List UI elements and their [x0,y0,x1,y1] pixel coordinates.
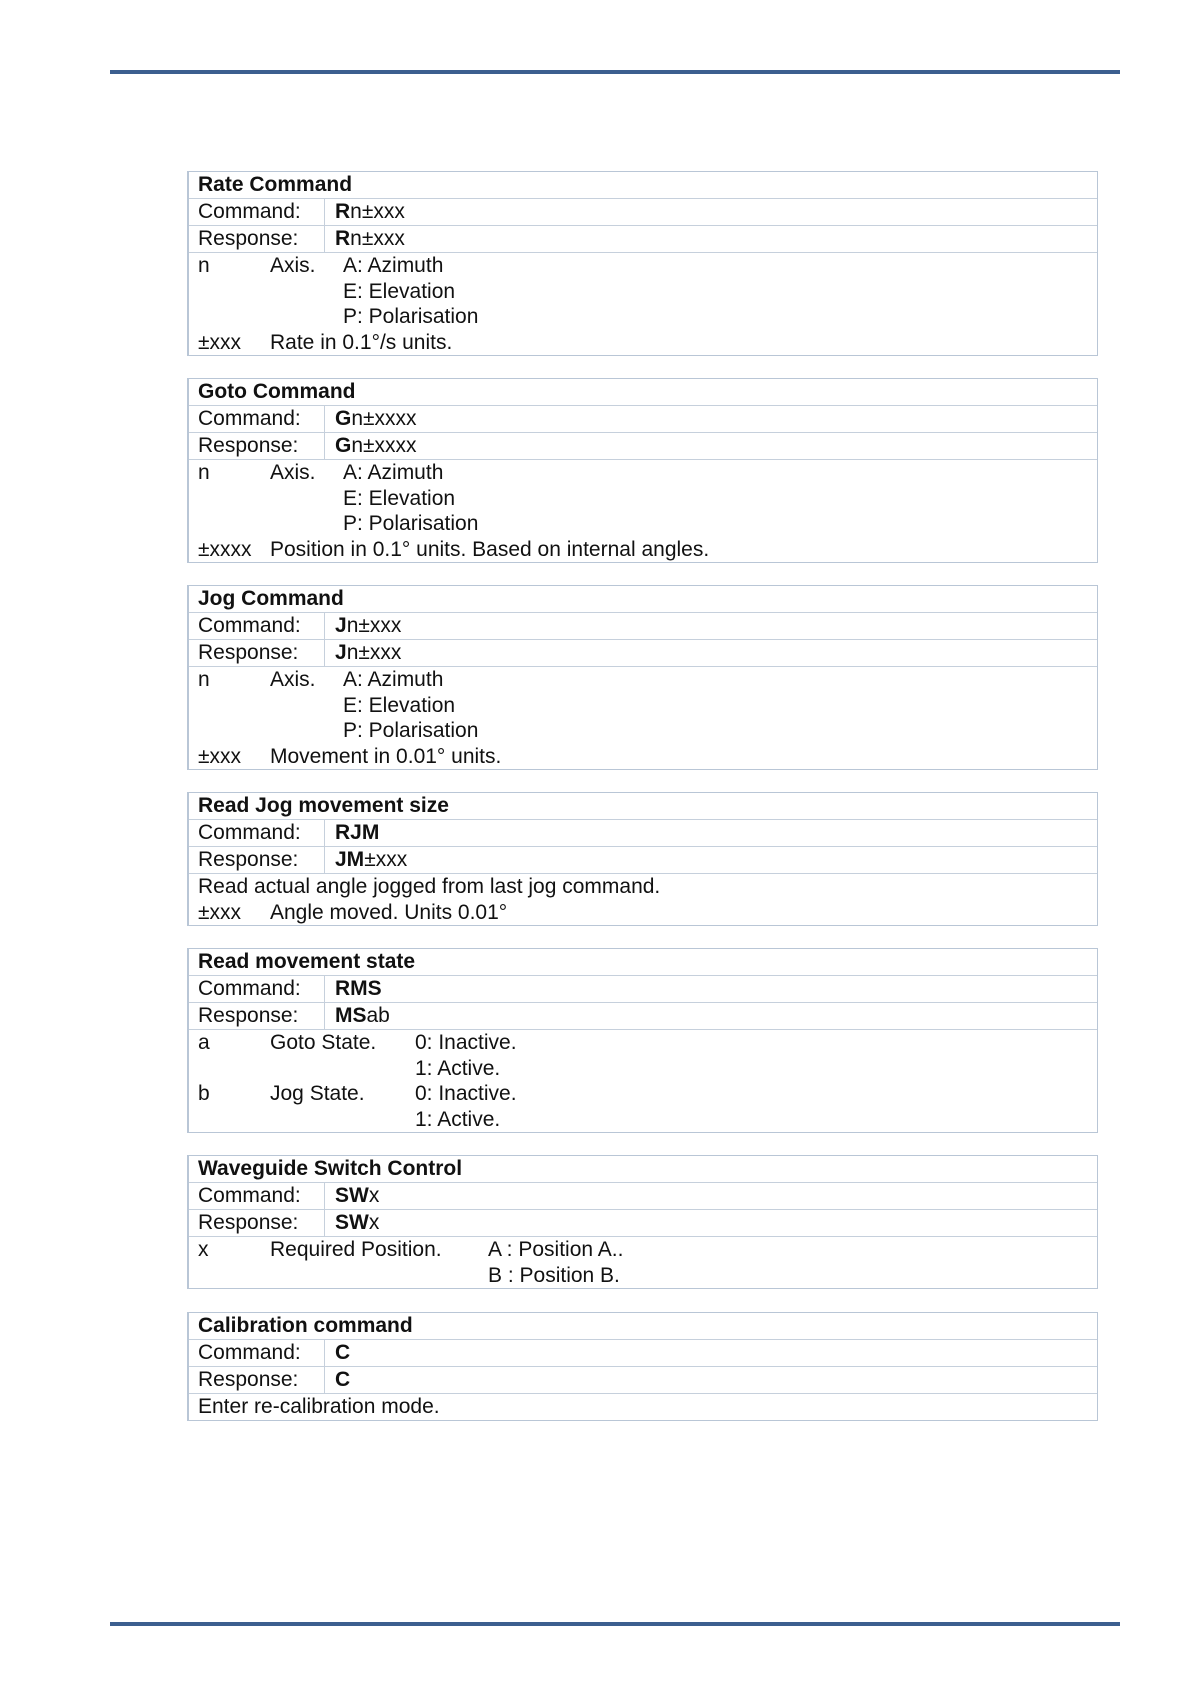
calibration-table [187,1312,1098,1421]
command-value: C [335,1341,351,1364]
response-value: Jn±xxx [335,641,402,664]
response-value: JM±xxx [335,848,408,871]
command-label: Command: [189,406,325,432]
table-title: Rate Command [189,172,1097,199]
response-row [189,1210,1097,1237]
param-name: b [198,1082,210,1105]
command-label: Command: [189,1183,325,1209]
param-desc: Axis. [270,461,316,484]
param-desc: Position in 0.1° units. Based on internal angles. [270,537,710,561]
param-desc: Axis. [270,668,316,691]
command-row [189,976,1097,1003]
command-row [189,613,1097,640]
param-name: ±xxx [198,744,242,768]
response-label: Response: [189,1003,325,1029]
command-label: Command: [189,1340,325,1366]
footer-rule [110,1622,1120,1626]
table-title: Calibration command [189,1313,1097,1340]
response-row [189,847,1097,874]
option: P: Polarisation [343,512,479,535]
command-value: Gn±xxxx [335,407,417,430]
response-row [189,640,1097,667]
param-desc: Goto State. [270,1031,377,1054]
description-text: Read actual angle jogged from last jog command. [198,875,661,898]
rate-command-table [187,171,1098,356]
param-name: n [198,668,210,691]
option: 0: Inactive. [415,1031,517,1054]
option: A : Position A.. [488,1238,624,1261]
command-value: RJM [335,821,380,844]
table-title: Jog Command [189,586,1097,613]
param-name: ±xxxx [198,537,252,561]
command-label: Command: [189,199,325,225]
param-name: ±xxx [198,330,242,354]
command-value: Rn±xxx [335,200,405,223]
header-rule [110,70,1120,74]
param-name: a [198,1031,210,1054]
table-title: Waveguide Switch Control [189,1156,1097,1183]
command-label: Command: [189,820,325,846]
command-row [189,199,1097,226]
response-label: Response: [189,226,325,252]
command-row [189,820,1097,847]
option: B : Position B. [488,1263,620,1287]
option: 1: Active. [415,1056,501,1080]
description [189,460,1097,562]
response-row [189,1003,1097,1030]
goto-command-table [187,378,1098,563]
response-value: MSab [335,1004,390,1027]
description [189,667,1097,769]
param-name: ±xxx [198,900,242,924]
table-title: Read movement state [189,949,1097,976]
response-row [189,226,1097,253]
description-text: Enter re-calibration mode. [198,1395,440,1418]
param-name: n [198,254,210,277]
command-label: Command: [189,613,325,639]
response-value: SWx [335,1211,380,1234]
command-value: Jn±xxx [335,614,402,637]
read-jog-table [187,792,1098,926]
param-desc: Angle moved. Units 0.01° [270,900,508,924]
table-title: Read Jog movement size [189,793,1097,820]
response-value: Gn±xxxx [335,434,417,457]
response-row [189,433,1097,460]
option: A: Azimuth [343,668,444,691]
response-label: Response: [189,640,325,666]
table-title: Goto Command [189,379,1097,406]
command-row [189,1340,1097,1367]
param-desc: Required Position. [270,1238,442,1261]
response-label: Response: [189,1367,325,1393]
read-state-table [187,948,1098,1133]
description [189,874,1097,925]
response-label: Response: [189,847,325,873]
waveguide-table [187,1155,1098,1289]
param-name: x [198,1238,209,1261]
param-desc: Movement in 0.01° units. [270,744,502,768]
option: A: Azimuth [343,461,444,484]
response-label: Response: [189,433,325,459]
description [189,253,1097,355]
description [189,1030,1097,1132]
response-value: C [335,1368,351,1391]
response-row [189,1367,1097,1394]
option: P: Polarisation [343,719,479,742]
param-desc: Rate in 0.1°/s units. [270,330,453,354]
param-desc: Axis. [270,254,316,277]
description [189,1237,1097,1288]
option: A: Azimuth [343,254,444,277]
command-value: SWx [335,1184,380,1207]
jog-command-table [187,585,1098,770]
option: P: Polarisation [343,305,479,328]
command-value: RMS [335,977,382,1000]
command-row [189,1183,1097,1210]
command-label: Command: [189,976,325,1002]
response-label: Response: [189,1210,325,1236]
command-row [189,406,1097,433]
param-desc: Jog State. [270,1082,365,1105]
description [189,1394,1097,1420]
option: E: Elevation [343,486,456,510]
option: 1: Active. [415,1107,501,1131]
option: 0: Inactive. [415,1082,517,1105]
option: E: Elevation [343,279,456,303]
response-value: Rn±xxx [335,227,405,250]
param-name: n [198,461,210,484]
option: E: Elevation [343,693,456,717]
